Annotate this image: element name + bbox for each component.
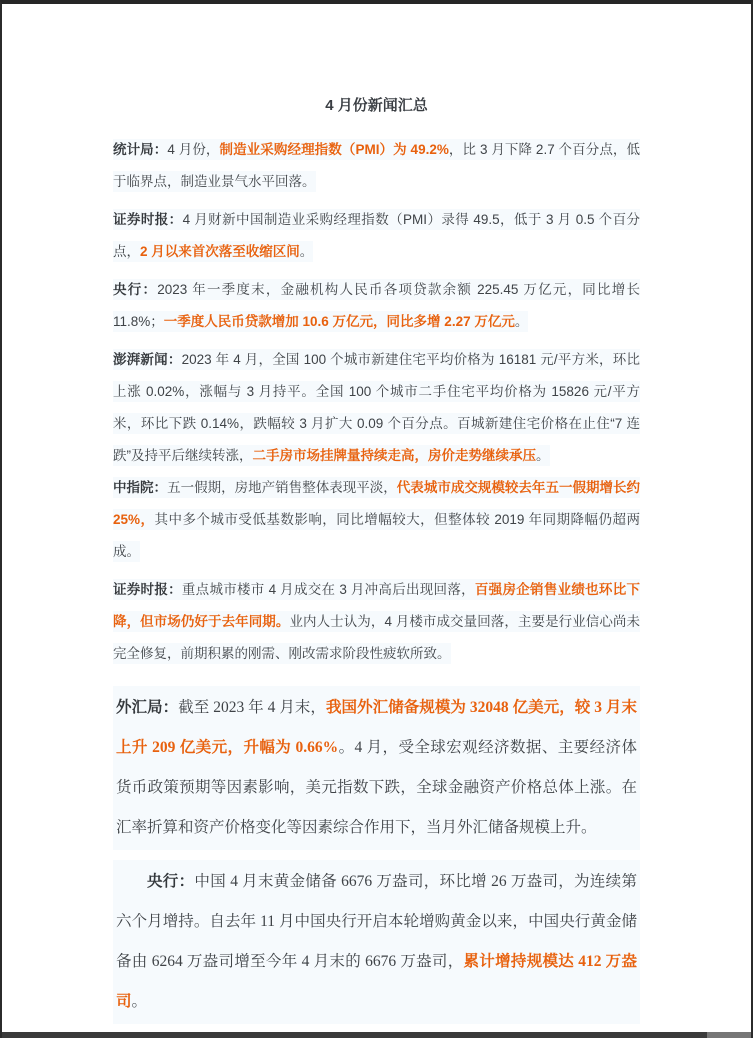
text-run-normal: 4 月份，	[167, 139, 219, 160]
text-run-label: 统计局：	[113, 139, 167, 160]
document-body	[113, 134, 640, 1024]
text-run-label: 证券时报：	[113, 579, 182, 600]
text-run-normal: 中国 4 月末黄金储备 6676 万盎司，环比增 26 万盎司，为连续第六个月增持。自去年 11 月中国央行开启本轮增购黄金以来，中国央行黄金储备由 6264 万盎司增至今年 4 月末的 6676 万盎司，	[116, 873, 637, 970]
text-run-normal: 截至 2023 年 4 月末，	[178, 699, 326, 716]
text-run-label: 证券时报：	[113, 209, 183, 230]
text-run-orange: 百强房企销售业绩也环比下降，但市场仍好于去年同期。	[113, 579, 640, 632]
text-run-orange: 累计增持规模达 412 万盎司	[116, 953, 637, 1010]
paragraph	[113, 274, 640, 338]
document-title: 4 月份新闻汇总	[325, 97, 428, 114]
text-run-label: 中指院：	[113, 477, 167, 498]
paragraph	[113, 344, 640, 472]
text-run-orange: 代表城市成交规模较去年五一假期增长约 25%，	[113, 477, 640, 530]
text-run-normal: 2023 年一季度末，金融机构人民币各项贷款余额 225.45 万亿元，同比增长 11.8%；	[113, 279, 640, 332]
text-run-normal: ，比 3 月下降 2.7 个百分点，低于临界点，制造业景气水平回落。	[113, 139, 640, 192]
text-run-normal: 4 月财新中国制造业采购经理指数（PMI）录得 49.5，低于 3 月 0.5 个百分点，	[113, 209, 640, 262]
text-run-label: 外汇局：	[116, 699, 179, 716]
text-run-normal: 其中多个城市受低基数影响，同比增幅较大，但整体较 2019 年同期降幅仍超两成。	[113, 509, 640, 562]
text-run-normal: 五一假期，房地产销售整体表现平淡，	[167, 477, 397, 498]
text-run-orange: 一季度人民币贷款增加 10.6 万亿元，同比多增 2.27 万亿元	[164, 311, 515, 332]
text-run-normal: 。	[536, 445, 550, 466]
text-run-normal: 。	[515, 311, 529, 332]
paragraph	[113, 686, 640, 850]
text-run-orange: 2 月以来首次落至收缩区间	[140, 241, 300, 262]
text-run-orange: 我国外汇储备规模为 32048 亿美元，较 3 月末上升 209 亿美元，升幅为 0.66%	[116, 699, 637, 756]
text-run-label: 央行：	[147, 873, 195, 890]
text-run-normal: 。	[300, 241, 314, 262]
paragraph	[113, 574, 640, 670]
paragraph	[113, 860, 640, 1024]
text-run-normal: 。4 月，受全球宏观经济数据、主要经济体货币政策预期等因素影响，美元指数下跌，全球金融资产价格总体上涨。在汇率折算和资产价格变化等因素综合作用下，当月外汇储备规模上升。	[116, 739, 637, 836]
text-run-orange: 二手房市场挂牌量持续走高，房价走势继续承压	[253, 445, 537, 466]
text-run-normal: 重点城市楼市 4 月成交在 3 月冲高后出现回落，	[182, 579, 475, 600]
paragraph	[113, 472, 640, 568]
horizontal-scrollbar-thumb[interactable]	[707, 1032, 751, 1038]
text-run-label: 央行：	[113, 279, 157, 300]
horizontal-scrollbar-track[interactable]	[2, 1032, 751, 1038]
text-run-normal: 2023 年 4 月，全国 100 个城市新建住宅平均价格为 16181 元/平方米，环比上涨 0.02%，涨幅与 3 月持平。全国 100 个城市二手住宅平均价格为 15826 元/平方米，环比下跌 0.14%，跌幅较 3 月扩大 0.09 个百分点。百城新建住宅价格在止住“7 连跌”及持平后继续转涨，	[113, 349, 640, 466]
paragraph	[113, 134, 640, 198]
text-run-normal: 。	[131, 993, 148, 1010]
text-run-orange: 制造业采购经理指数（PMI）为 49.2%	[220, 139, 449, 160]
text-run-label: 澎湃新闻：	[113, 349, 182, 370]
paragraph	[113, 204, 640, 268]
document-page	[113, 4, 640, 1024]
text-run-normal: 业内人士认为，4 月楼市成交量回落，主要是行业信心尚未完全修复，前期积累的刚需、刚改需求阶段性疲软所致。	[113, 611, 640, 664]
